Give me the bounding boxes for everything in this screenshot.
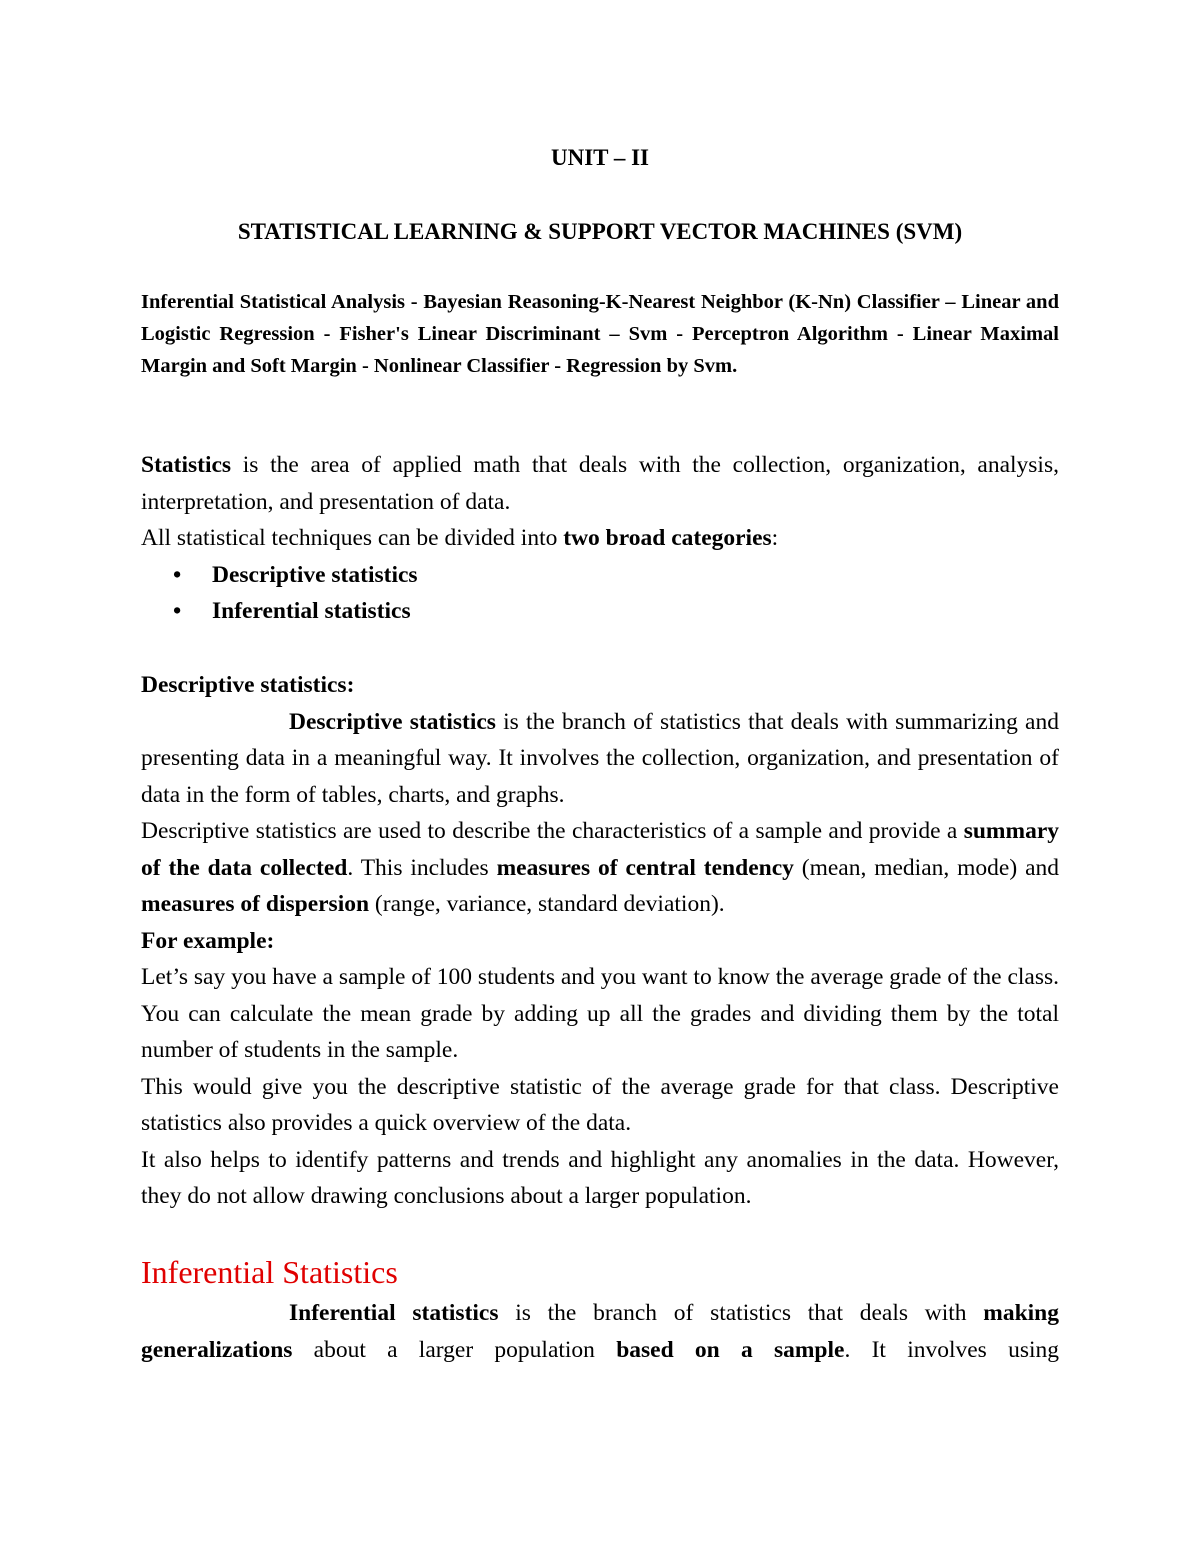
- inferential-text-c: about a larger population: [292, 1336, 617, 1363]
- syllabus-topics: Inferential Statistical Analysis - Bayesian Reasoning-K-Nearest Neighbor (K-Nn) Classifier – Linear and Logistic Regression - Fisher's Linear Discriminant – Svm - Perceptron Algorithm - Linear Maximal Margin and Soft Margin - Nonlinear Classifier - Regression by Svm.: [141, 291, 1059, 377]
- categories-bold: two broad categories: [563, 525, 772, 551]
- example-paragraph-3: It also helps to identify patterns and trends and highlight any anomalies in the data. However, they do not allow drawing conclusions about a larger population.: [141, 1146, 1059, 1209]
- bullet-icon: •: [173, 561, 182, 588]
- statistics-term: Statistics: [141, 452, 232, 478]
- inferential-section: [141, 1295, 1059, 1368]
- inferential-heading: Inferential Statistics: [141, 1254, 398, 1290]
- inferential-paragraph: [141, 1295, 1059, 1368]
- p2-text-c: . This includes: [347, 854, 497, 881]
- descriptive-term: Descriptive statistics: [289, 708, 496, 735]
- list-item: [141, 593, 1059, 630]
- example-heading: For example:: [141, 927, 275, 954]
- p2-bold-central: measures of central tendency: [496, 854, 794, 881]
- statistics-definition-text: is the area of applied math that deals with the collection, organization, analysis, interpretation, and presentation of data.: [141, 452, 1059, 515]
- p2-text-e: (range, variance, standard deviation).: [369, 891, 725, 917]
- example-paragraph-1: Let’s say you have a sample of 100 students and you want to know the average grade of the class. You can calculate the mean grade by adding up all the grades and dividing them by the total number of students in the sample.: [141, 964, 1059, 1063]
- categories-list: [141, 557, 1059, 630]
- descriptive-p1-text: is the branch of statistics that deals with summarizing and presenting data in a meaningful way. It involves the collection, organization, and presentation of data in the form of tables, charts, and graphs.: [141, 708, 1059, 808]
- inferential-text-e: . It involves using: [844, 1336, 1059, 1363]
- statistics-definition: [141, 447, 1059, 520]
- categories-lead: All statistical techniques can be divided into: [141, 525, 564, 551]
- inferential-bold-sample: based on a sample: [616, 1336, 845, 1363]
- descriptive-heading: Descriptive statistics:: [141, 672, 355, 698]
- categories-sentence: [141, 520, 1059, 557]
- bullet-icon: •: [173, 598, 182, 624]
- descriptive-paragraph-1: [141, 704, 1059, 814]
- unit-title: UNIT – II: [551, 145, 649, 170]
- list-item-label: Inferential statistics: [212, 598, 411, 624]
- descriptive-section: [141, 667, 1059, 1215]
- intro-section: [141, 447, 1059, 630]
- inferential-term: Inferential statistics: [289, 1300, 499, 1326]
- inferential-text-a: is the branch of statistics that deals with: [498, 1300, 984, 1326]
- inferential-bold-generalizations: making generalizations: [141, 1300, 1059, 1363]
- p2-text-d: (mean, median, mode) and: [793, 854, 1059, 881]
- example-paragraph-2: This would give you the descriptive statistic of the average grade for that class. Descriptive statistics also provides a quick overview of the data.: [141, 1073, 1059, 1136]
- document-title: STATISTICAL LEARNING & SUPPORT VECTOR MACHINES (SVM): [237, 219, 963, 244]
- descriptive-paragraph-2: [141, 813, 1059, 923]
- list-item: [141, 557, 1059, 594]
- p2-text-a: Descriptive statistics are used to describe the characteristics of a sample and provide a: [141, 818, 964, 844]
- categories-end: :: [771, 525, 779, 551]
- p2-bold-summary: summary of the data collected: [141, 818, 1059, 881]
- p2-bold-dispersion: measures of dispersion: [141, 891, 370, 917]
- list-item-label: Descriptive statistics: [212, 561, 418, 588]
